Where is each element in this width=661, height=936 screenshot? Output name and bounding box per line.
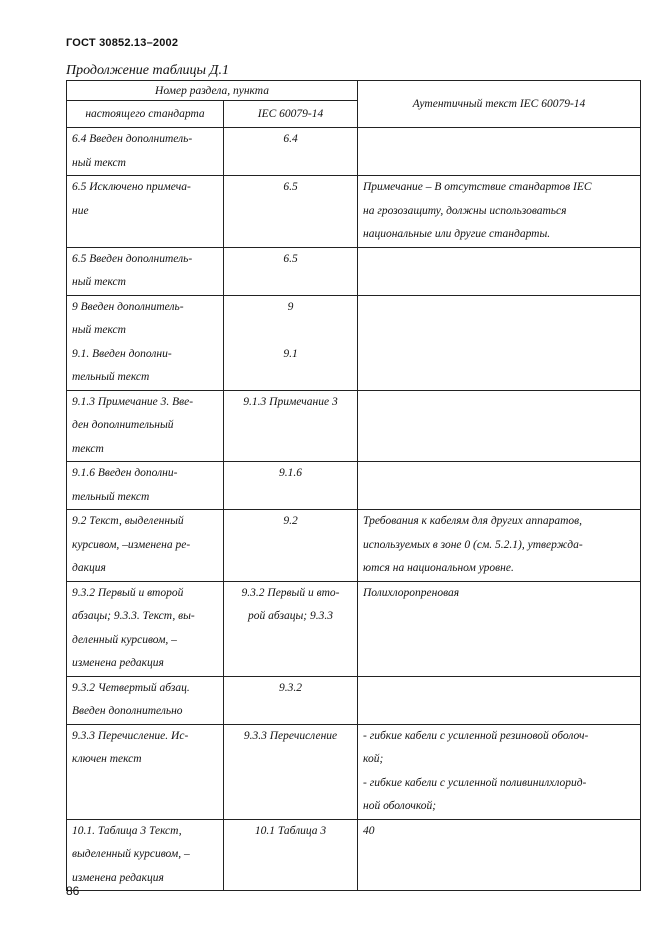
cell-iec-section bbox=[224, 390, 358, 462]
cell-line: 9.3.2 Первый и второй bbox=[72, 586, 184, 599]
iec-header: IEC 60079-14 bbox=[224, 101, 358, 128]
cell-this-standard bbox=[67, 676, 224, 724]
cell-authentic-text bbox=[358, 510, 641, 582]
page-number: 86 bbox=[66, 884, 80, 898]
cell-line: 10.1 Таблица 3 bbox=[254, 824, 327, 837]
table-row bbox=[67, 176, 641, 248]
cell-line: изменена редакция bbox=[72, 871, 164, 884]
cell-line: национальные или другие стандарты. bbox=[363, 228, 551, 240]
table-row bbox=[67, 724, 641, 819]
cell-this-standard bbox=[67, 581, 224, 676]
cell-line: 9.3.3 Перечисление. Ис- bbox=[72, 729, 189, 742]
cell-line: Примечание – В отсутствие стандартов IEC bbox=[363, 181, 592, 193]
cell-this-standard bbox=[67, 247, 224, 295]
cell-line: курсивом, –изменена ре- bbox=[72, 538, 191, 551]
cell-line: ключен текст bbox=[72, 753, 142, 765]
cell-line: ден дополнительный bbox=[72, 419, 174, 431]
correspondence-table bbox=[66, 80, 641, 891]
cell-authentic-text bbox=[358, 128, 641, 176]
this-standard-header: настоящего стандарта bbox=[67, 101, 224, 128]
cell-line: 9.3.2 bbox=[279, 681, 302, 694]
cell-line: 6.5 Введен дополнитель- bbox=[72, 252, 193, 265]
cell-line: 40 bbox=[363, 824, 375, 837]
cell-line: ный текст bbox=[72, 156, 126, 169]
cell-line: тельный текст bbox=[72, 490, 150, 503]
cell-line: Введен дополнительно bbox=[72, 705, 183, 717]
cell-line: используемых в зоне 0 (см. 5.2.1), утвержда- bbox=[363, 538, 583, 551]
cell-line: кой; bbox=[363, 753, 384, 765]
cell-authentic-text bbox=[358, 176, 641, 248]
table-row bbox=[67, 462, 641, 510]
cell-line: ются на национальном уровне. bbox=[363, 562, 514, 574]
cell-line: 9.2 bbox=[283, 515, 298, 527]
cell-authentic-text bbox=[358, 295, 641, 390]
cell-line: 9 Введен дополнитель- bbox=[72, 300, 184, 313]
cell-authentic-text bbox=[358, 390, 641, 462]
cell-this-standard bbox=[67, 510, 224, 582]
cell-authentic-text bbox=[358, 581, 641, 676]
cell-line: 9.1. Введен дополни- bbox=[72, 347, 172, 360]
table-row bbox=[67, 295, 641, 390]
cell-line: 9 bbox=[287, 300, 294, 313]
cell-this-standard bbox=[67, 128, 224, 176]
table-row bbox=[67, 247, 641, 295]
cell-iec-section bbox=[224, 176, 358, 248]
table-row bbox=[67, 390, 641, 462]
cell-this-standard bbox=[67, 390, 224, 462]
cell-line: 9.1 bbox=[283, 347, 298, 360]
cell-line: дакция bbox=[72, 562, 106, 574]
cell-line: 9.3.3 Перечисление bbox=[243, 729, 338, 742]
cell-line: текст bbox=[72, 442, 104, 455]
cell-iec-section bbox=[224, 510, 358, 582]
cell-iec-section bbox=[224, 247, 358, 295]
cell-iec-section bbox=[224, 462, 358, 510]
cell-line: на грозозащиту, должны использоваться bbox=[363, 204, 567, 217]
cell-this-standard bbox=[67, 819, 224, 891]
document-code: ГОСТ 30852.13–2002 bbox=[66, 37, 179, 49]
cell-line: абзацы; 9.3.3. Текст, вы- bbox=[72, 610, 195, 622]
table-row bbox=[67, 581, 641, 676]
table-row bbox=[67, 510, 641, 582]
cell-line: 6.4 bbox=[283, 133, 298, 145]
cell-iec-section bbox=[224, 724, 358, 819]
cell-iec-section bbox=[224, 819, 358, 891]
cell-line: ной оболочкой; bbox=[363, 800, 437, 812]
cell-line: 9.3.2 Четвертый абзац. bbox=[72, 681, 190, 694]
cell-authentic-text bbox=[358, 819, 641, 891]
table-row bbox=[67, 676, 641, 724]
cell-line: 9.1.3 Примечание 3 bbox=[243, 395, 338, 408]
cell-line: 9.3.2 Первый и вто- bbox=[241, 586, 340, 599]
cell-authentic-text bbox=[358, 462, 641, 510]
cell-line: - гибкие кабели с усиленной поливинилхлорид- bbox=[363, 776, 587, 789]
cell-authentic-text bbox=[358, 676, 641, 724]
cell-this-standard bbox=[67, 462, 224, 510]
cell-line: - гибкие кабели с усиленной резиновой оболоч- bbox=[363, 729, 589, 742]
cell-line: ние bbox=[72, 204, 89, 217]
cell-line: 9.1.6 bbox=[279, 467, 302, 479]
table-row bbox=[67, 819, 641, 891]
cell-line: 6.4 Введен дополнитель- bbox=[72, 133, 193, 145]
cell-line: тельный текст bbox=[72, 371, 150, 383]
cell-authentic-text bbox=[358, 247, 641, 295]
cell-line: рой абзацы; 9.3.3 bbox=[248, 610, 333, 622]
cell-line: ный текст bbox=[72, 276, 126, 288]
cell-line: изменена редакция bbox=[72, 657, 164, 669]
cell-iec-section bbox=[224, 128, 358, 176]
cell-line: Полихлоропреновая bbox=[363, 586, 460, 599]
cell-line: 6.5 bbox=[283, 181, 298, 193]
table-row bbox=[67, 128, 641, 176]
cell-iec-section bbox=[224, 581, 358, 676]
cell-line: деленный курсивом, – bbox=[72, 633, 177, 646]
cell-line: 9.1.6 Введен дополни- bbox=[72, 467, 178, 479]
cell-line: 9.2 Текст, выделенный bbox=[72, 515, 184, 527]
cell-line: выделенный курсивом, – bbox=[72, 848, 190, 860]
cell-line: 6.5 Исключено примеча- bbox=[72, 181, 191, 193]
cell-this-standard bbox=[67, 724, 224, 819]
cell-line: 10.1. Таблица 3 Текст, bbox=[72, 824, 182, 837]
cell-line: Требования к кабелям для других аппаратов, bbox=[363, 515, 583, 527]
table-body bbox=[67, 128, 641, 891]
cell-iec-section bbox=[224, 295, 358, 390]
cell-authentic-text bbox=[358, 724, 641, 819]
cell-line: 9.1.3 Примечание 3. Вве- bbox=[72, 395, 194, 408]
cell-line: 6.5 bbox=[283, 252, 298, 265]
section-number-group-header: Номер раздела, пункта bbox=[67, 81, 358, 101]
cell-this-standard bbox=[67, 176, 224, 248]
authentic-text-header: Аутентичный текст IEC 60079-14 bbox=[358, 81, 641, 128]
cell-this-standard bbox=[67, 295, 224, 390]
cell-line bbox=[224, 319, 357, 343]
cell-line: ный текст bbox=[72, 324, 126, 336]
table-caption: Продолжение таблицы Д.1 bbox=[66, 63, 229, 78]
cell-iec-section bbox=[224, 676, 358, 724]
